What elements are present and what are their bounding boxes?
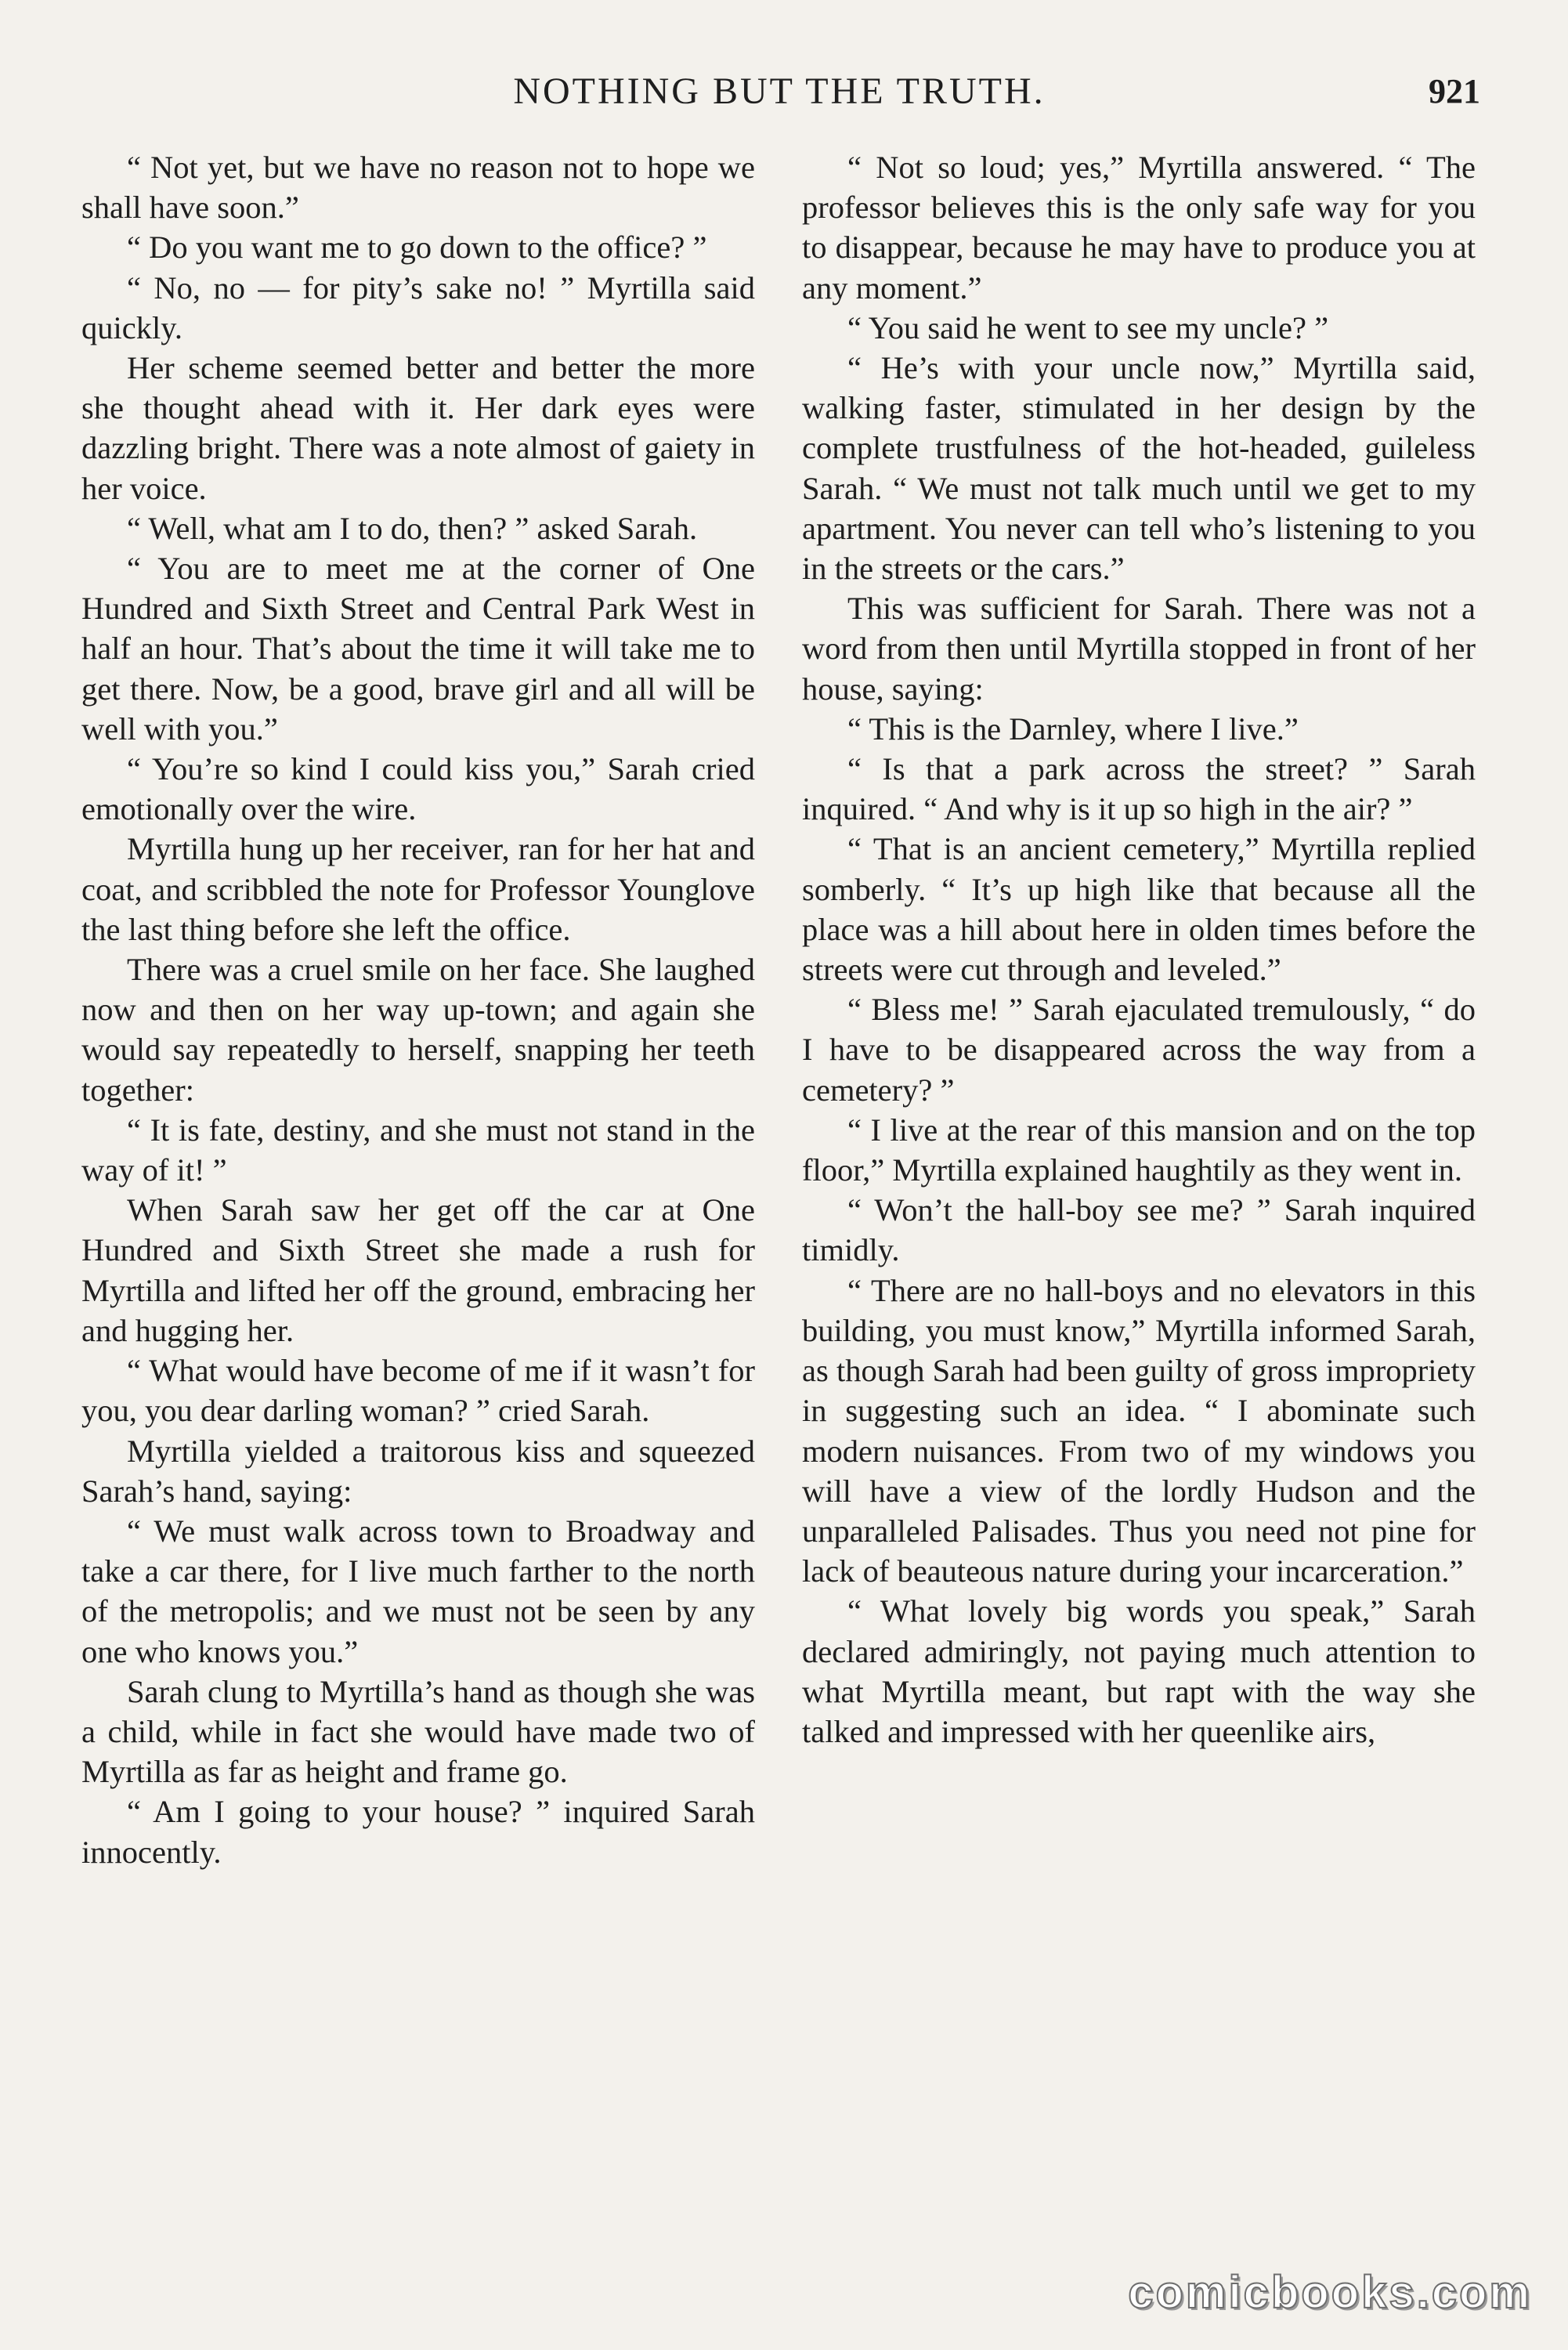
paragraph: “ Not yet, but we have no reason not to hope we shall have soon.” <box>81 150 755 226</box>
page-header <box>78 64 1480 119</box>
paragraph: “ Am I going to your house? ” inquired Sarah innocently. <box>81 1794 755 1870</box>
paragraph: “ Bless me! ” Sarah ejaculated tremulously, “ do I have to be disappeared across the way from a cemetery? ” <box>802 992 1476 1108</box>
paragraph: There was a cruel smile on her face. She laughed now and then on her way up-town; and again she would say repeatedly to herself, snapping her teeth together: <box>81 952 755 1108</box>
paragraph: Myrtilla yielded a traitorous kiss and squeezed Sarah’s hand, saying: <box>81 1433 755 1509</box>
running-title: NOTHING BUT THE TRUTH. <box>513 70 1046 112</box>
paragraph: “ We must walk across town to Broadway and take a car there, for I live much farther to the north of the metropolis; and we must not be seen by any one who knows you.” <box>81 1513 755 1669</box>
paragraph: “ This is the Darnley, where I live.” <box>847 710 1299 747</box>
paragraph: When Sarah saw her get off the car at One Hundred and Sixth Street she made a rush for Myrtilla and lifted her off the ground, embracing her and hugging her. <box>81 1192 755 1348</box>
paragraph: “ Won’t the hall-boy see me? ” Sarah inquired timidly. <box>802 1192 1476 1268</box>
paragraph: This was sufficient for Sarah. There was not a word from then until Myrtilla stopped in front of her house, saying: <box>802 591 1476 707</box>
paragraph: “ You said he went to see my uncle? ” <box>847 309 1329 345</box>
paragraph: Myrtilla hung up her receiver, ran for her hat and coat, and scribbled the note for Professor Younglove the last thing before she left the office. <box>81 831 755 947</box>
watermark-logo: comicbooks.com <box>1128 2267 1532 2318</box>
paragraph: “ Do you want me to go down to the office? ” <box>127 230 707 266</box>
paragraph: “ I live at the rear of this mansion and on the top floor,” Myrtilla explained haughtily as they went in. <box>802 1112 1476 1188</box>
left-text-column <box>81 147 755 2278</box>
paragraph: “ Is that a park across the street? ” Sarah inquired. “ And why is it up so high in the air? ” <box>802 751 1476 827</box>
paragraph: “ There are no hall-boys and no elevators in this building, you must know,” Myrtilla informed Sarah, as though Sarah had been guilty of gross impropriety in suggesting such an idea. “ I abominate such modern nuisances. From two of my windows you will have a view of the lordly Hudson and the unparalleled Palisades. Thus you need not pine for lack of beauteous nature during your incarceration.” <box>802 1272 1476 1589</box>
paragraph: “ It is fate, destiny, and she must not stand in the way of it! ” <box>81 1112 755 1188</box>
paragraph: “ Not so loud; yes,” Myrtilla answered. “ The professor believes this is the only safe way for you to disappear, because he may have to produce you at any moment.” <box>802 150 1476 306</box>
paragraph: “ No, no — for pity’s sake no! ” Myrtilla said quickly. <box>81 269 755 345</box>
paragraph: “ He’s with your uncle now,” Myrtilla said, walking faster, stimulated in her design by the complete trustfulness of the hot-headed, guileless Sarah. “ We must not talk much until we get to my apartment. You never can tell who’s listening to you in the streets or the cars.” <box>802 350 1476 587</box>
page-number: 921 <box>1429 72 1480 110</box>
paragraph: “ You’re so kind I could kiss you,” Sarah cried emotionally over the wire. <box>81 751 755 827</box>
paragraph: “ That is an ancient cemetery,” Myrtilla replied somberly. “ It’s up high like that because all the place was a hill about here in olden times before the streets were cut through and leveled.” <box>802 831 1476 988</box>
paragraph: “ What would have become of me if it wasn’t for you, you dear darling woman? ” cried Sarah. <box>81 1353 755 1429</box>
paragraph: Her scheme seemed better and better the more she thought ahead with it. Her dark eyes were dazzling bright. There was a note almost of gaiety in her voice. <box>81 350 755 506</box>
paragraph: “ Well, what am I to do, then? ” asked Sarah. <box>127 510 698 546</box>
right-text-column <box>802 147 1476 2278</box>
paragraph: “ You are to meet me at the corner of One Hundred and Sixth Street and Central Park West in half an hour. That’s about the time it will take me to get there. Now, be a good, brave girl and all will be well with you.” <box>81 551 755 747</box>
paragraph: Sarah clung to Myrtilla’s hand as though she was a child, while in fact she would have made two of Myrtilla as far as height and frame go. <box>81 1673 755 1790</box>
paragraph: “ What lovely big words you speak,” Sarah declared admiringly, not paying much attention to what Myrtilla meant, but rapt with the way she talked and impressed with her queenlike airs, <box>802 1593 1476 1749</box>
